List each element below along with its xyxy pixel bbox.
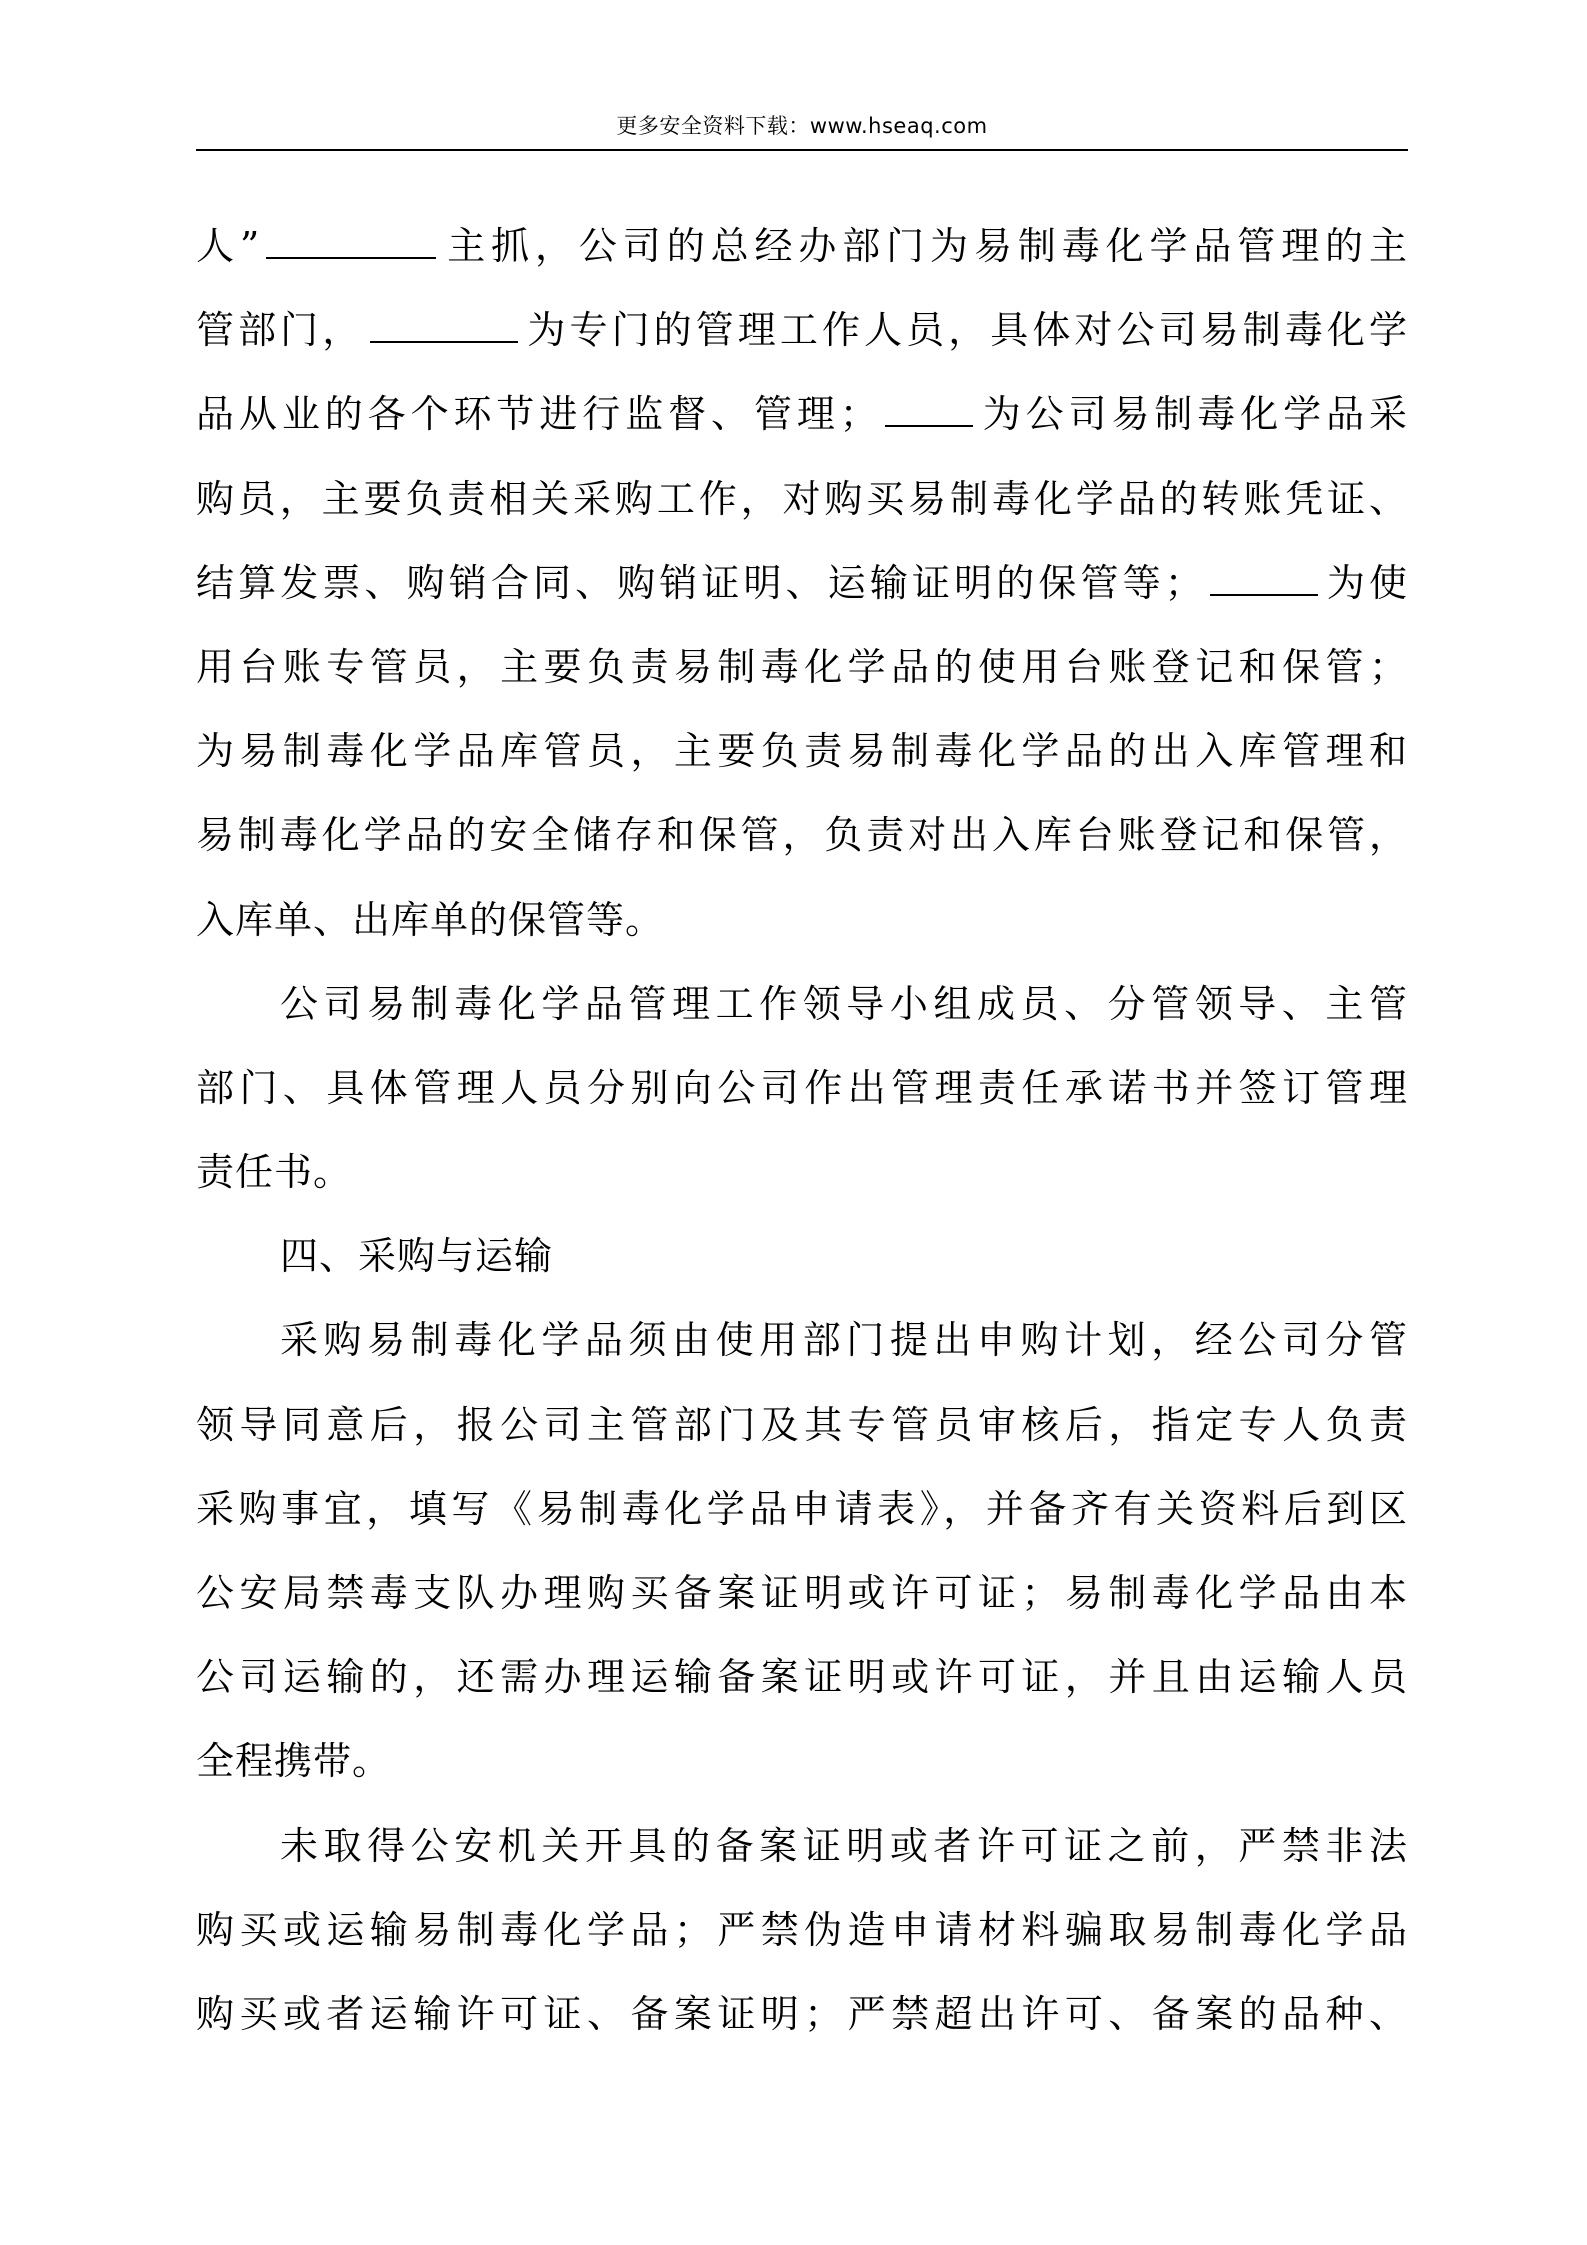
text-line: 易制毒化学品的安全储存和保管，负责对出入库台账登记和保管，	[196, 813, 1408, 858]
text-line: 责任书。	[196, 1150, 353, 1195]
text-line: 入库单、出库单的保管等。	[196, 897, 665, 942]
section-heading: 四、采购与运输	[280, 1234, 554, 1279]
text-line: 采购事宜，填写《易制毒化学品申请表》，并备齐有关资料后到区	[196, 1486, 1408, 1531]
text-line: 全程携带。	[196, 1739, 392, 1784]
text-line: 未取得公安机关开具的备案证明或者许可证之前，严禁非法	[280, 1823, 1408, 1868]
text-line: 用台账专管员，主要负责易制毒化学品的使用台账登记和保管；	[196, 644, 1408, 689]
text-line: 公司易制毒化学品管理工作领导小组成员、分管领导、主管	[280, 981, 1408, 1026]
text-line: 人” 主抓，公司的总经办部门为易制毒化学品管理的主	[196, 204, 1408, 288]
text-line: 为易制毒化学品库管员，主要负责易制毒化学品的出入库管理和	[196, 729, 1408, 774]
text-line: 购买或者运输许可证、备案证明；严禁超出许可、备案的品种、	[196, 1991, 1408, 2036]
text-line: 领导同意后，报公司主管部门及其专管员审核后，指定专人负责	[196, 1402, 1408, 1447]
fill-in-blank	[1210, 556, 1318, 596]
text-line: 结算发票、购销合同、购销证明、运输证明的保管等； 为使	[196, 541, 1408, 625]
text-line: 管部门， 为专门的管理工作人员，具体对公司易制毒化学	[196, 288, 1408, 372]
fill-in-blank	[266, 219, 436, 259]
page-header: 更多安全资料下载：www.hseaq.com	[616, 114, 988, 138]
text-line: 购员，主要负责相关采购工作，对购买易制毒化学品的转账凭证、	[196, 476, 1408, 521]
fill-in-blank	[885, 387, 973, 427]
text-line: 公安局禁毒支队办理购买备案证明或许可证；易制毒化学品由本	[196, 1571, 1408, 1615]
text-line: 公司运输的，还需办理运输备案证明或许可证，并且由运输人员	[196, 1655, 1408, 1700]
header-divider	[196, 149, 1408, 151]
text-line: 品从业的各个环节进行监督、管理； 为公司易制毒化学品采	[196, 372, 1408, 456]
text-line: 采购易制毒化学品须由使用部门提出申购计划，经公司分管	[280, 1318, 1408, 1363]
text-line: 购买或运输易制毒化学品；严禁伪造申请材料骗取易制毒化学品	[196, 1907, 1408, 1952]
fill-in-blank	[370, 303, 518, 343]
text-line: 部门、具体管理人员分别向公司作出管理责任承诺书并签订管理	[196, 1065, 1408, 1110]
document-body	[196, 204, 1408, 2056]
